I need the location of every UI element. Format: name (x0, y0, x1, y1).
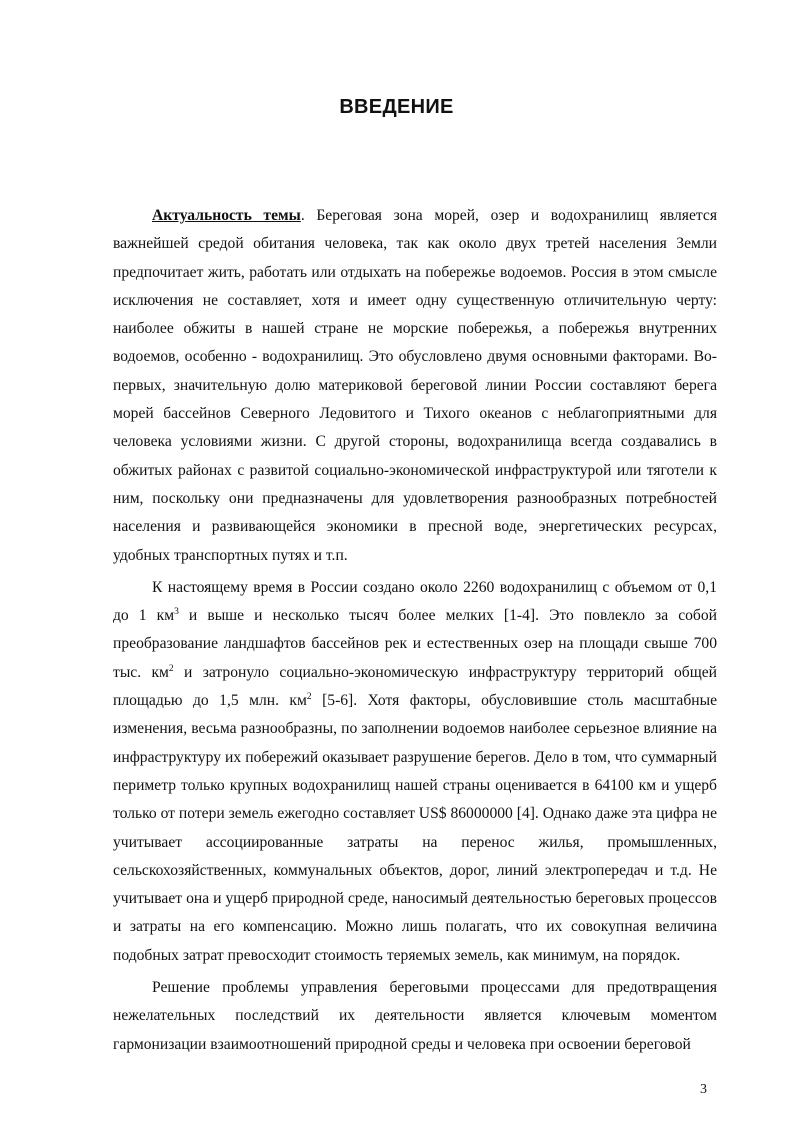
paragraph-relevance (113, 202, 717, 570)
page-number: 3 (700, 1082, 707, 1097)
body-text (113, 202, 717, 1063)
paragraph-reservoirs (113, 574, 717, 970)
paragraph-text-part: и выше и несколько тысяч более мелких [1-4]. Это повлекло за собой преобразование ландшафтов бассейнов рек и естественных озер на площади свыше 700 тыс. км (113, 607, 717, 681)
superscript: 2 (306, 692, 312, 703)
paragraph-solution (113, 974, 717, 1059)
paragraph-text: . Береговая зона морей, озер и водохранилищ является важнейшей средой обитания человека, так как около двух третей населения Земли предпочитает жить, работать или отдыхать на побережье водоемов. Россия в этом смысле исключения не составляет, хотя и имеет одну существенную отличительную черту: наиболее обжиты в нашей стране не морские побережья, а побережья внутренних водоемов, особенно - водохранилищ. Это обусловлено двумя основными факторами. Во-первых, значительную долю материковой береговой линии России составляют берега морей бассейнов Северного Ледовитого и Тихого океанов с неблагоприятными для человека условиями жизни. С другой стороны, водохранилища всегда создавались в обжитых районах с развитой социально-экономической инфраструктурой или тяготели к ним, поскольку они предназначены для удовлетворения разнообразных потребностей населения и развивающейся экономики в пресной воде, энергетических ресурсах, удобных транспортных путях и т.п. (113, 207, 717, 564)
superscript: 2 (168, 663, 174, 674)
paragraph-lead: Актуальность темы (152, 207, 301, 224)
paragraph-text-part: [5-6]. Хотя факторы, обусловившие столь масштабные изменения, весьма разнообразны, по заполнении водоемов наиболее серьезное влияние на инфраструктуру их побережий оказывает разрушение берегов. Дело в том, что суммарный периметр только крупных водохранилищ нашей страны оценивается в 64100 км и ущерб только от потери земель ежегодно составляет US$ 86000000 [4]. Однако даже эта цифра не учитывает ассоциированные затраты на перенос жилья, промышленных, сельскохозяйственных, коммунальных объектов, дорог, линий электропередач и т.д. Не учитывает она и ущерб природной среде, наносимый деятельностью береговых процессов и затраты на его компенсацию. Можно лишь полагать, что их совокупная величина подобных затрат превосходит стоимость теряемых земель, как минимум, на порядок. (113, 692, 717, 964)
paragraph-text: Решение проблемы управления береговыми процессами для предотвращения нежелательных последствий их деятельности является ключевым моментом гармонизации взаимоотношений природной среды и человека при освоении береговой (113, 979, 717, 1053)
page-title: ВВЕДЕНИЕ (339, 96, 454, 118)
paragraph-text-part: К настоящему время в России создано около 2260 водохранилищ с объемом от 0,1 до 1 км (113, 578, 717, 625)
superscript: 3 (174, 607, 179, 618)
paragraph-text-part: и затронуло социально-экономическую инфраструктуру территорий общей площадью до 1,5 млн. км (113, 663, 717, 710)
